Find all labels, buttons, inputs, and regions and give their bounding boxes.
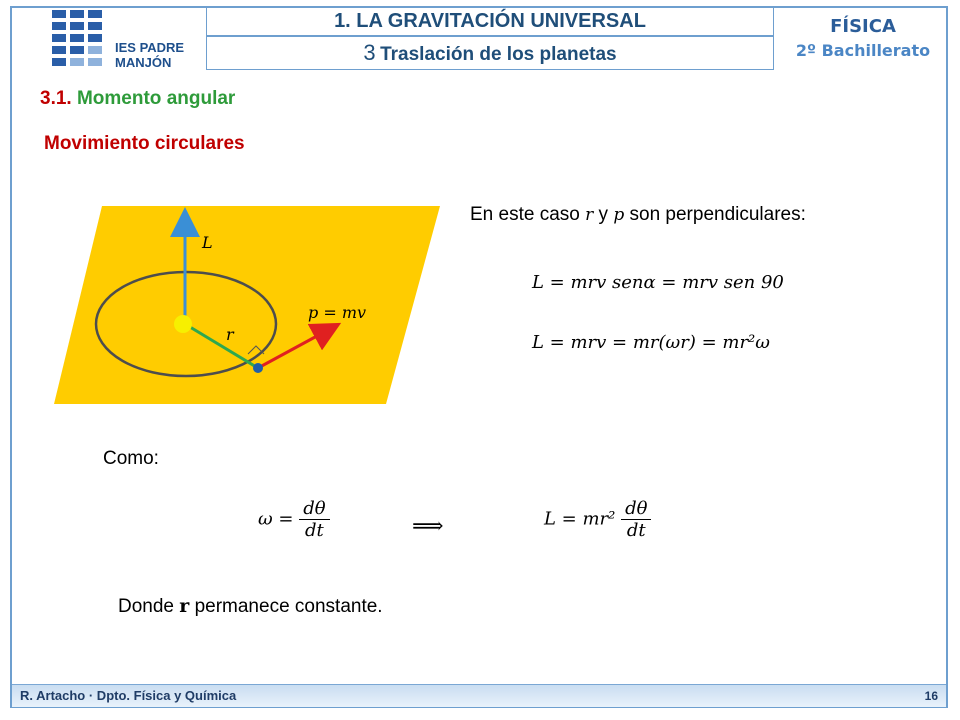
subsection-heading: Movimiento circulares bbox=[44, 133, 245, 154]
sun-dot bbox=[174, 315, 192, 333]
course-level: 2º Bachillerato bbox=[795, 41, 931, 60]
L-frac-num: dθ bbox=[621, 498, 651, 520]
course-badge bbox=[778, 8, 948, 72]
caso-r: r bbox=[585, 205, 594, 225]
donde-r: r bbox=[179, 595, 190, 617]
footer-author: R. Artacho · Dpto. Física y Química bbox=[20, 688, 237, 703]
lesson-number: 3 bbox=[363, 40, 376, 65]
school-logo bbox=[14, 8, 204, 72]
planet-dot bbox=[253, 363, 263, 373]
equation-1: L = mrv senα = mrv sen 90 bbox=[532, 272, 784, 293]
L-lhs: L = mr² bbox=[544, 508, 616, 530]
omega-frac-den: dt bbox=[305, 520, 324, 541]
omega-frac-num: dθ bbox=[299, 498, 329, 520]
orbital-plane bbox=[54, 206, 440, 404]
page-number: 16 bbox=[924, 689, 938, 703]
L-frac-den: dt bbox=[626, 520, 646, 541]
caso-text-before: En este caso bbox=[470, 204, 580, 225]
course-subject: FÍSICA bbox=[830, 16, 896, 37]
omega-equation bbox=[258, 498, 330, 541]
section-heading bbox=[40, 88, 235, 110]
label-L: L bbox=[202, 233, 213, 252]
L-fraction bbox=[621, 498, 651, 541]
chapter-title: 1. LA GRAVITACIÓN UNIVERSAL bbox=[206, 6, 774, 36]
omega-lhs: ω = bbox=[258, 508, 294, 530]
caso-p: p bbox=[613, 205, 625, 225]
logo-text-line2: MANJÓN bbox=[115, 55, 172, 70]
caso-y: y bbox=[598, 204, 609, 225]
lesson-text: Traslación de los planetas bbox=[380, 44, 617, 65]
L-equation bbox=[544, 498, 651, 541]
label-p: p = mv bbox=[308, 303, 367, 322]
implies-arrow: ⟹ bbox=[412, 514, 444, 539]
section-number: 3.1. bbox=[40, 88, 72, 109]
logo-text-line1: IES PADRE bbox=[115, 40, 185, 55]
donde-before: Donde bbox=[118, 596, 174, 617]
logo-grid-icon bbox=[14, 8, 109, 68]
angular-momentum-diagram bbox=[52, 200, 452, 410]
constant-statement bbox=[118, 595, 383, 618]
equation-2: L = mrv = mr(ωr) = mr²ω bbox=[532, 332, 770, 353]
caso-text-after: son perpendiculares: bbox=[629, 204, 806, 225]
label-r: r bbox=[226, 325, 234, 344]
donde-after: permanece constante. bbox=[194, 596, 383, 617]
lesson-title bbox=[206, 36, 774, 70]
footer-bar bbox=[12, 684, 946, 707]
omega-fraction bbox=[299, 498, 329, 541]
perpendicular-statement bbox=[470, 204, 806, 226]
como-label: Como: bbox=[103, 448, 159, 469]
section-title: Momento angular bbox=[76, 88, 236, 109]
